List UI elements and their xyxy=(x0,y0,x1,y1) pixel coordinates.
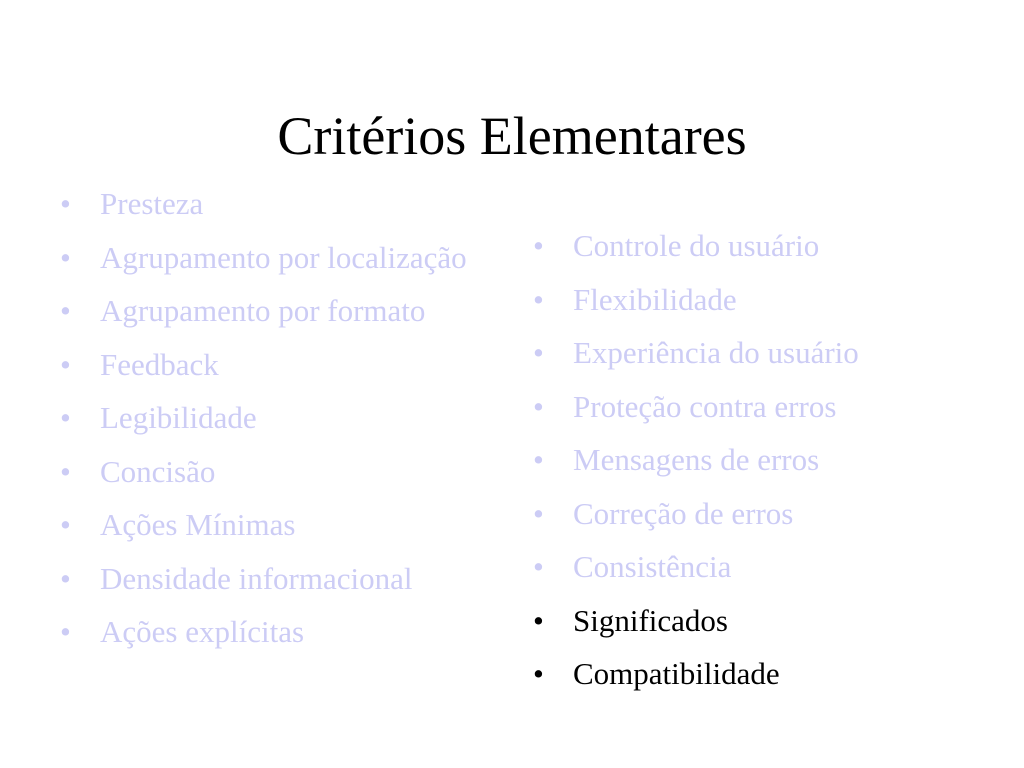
bullet-icon: • xyxy=(533,228,544,263)
bullet-icon: • xyxy=(533,495,544,531)
list-item xyxy=(60,614,500,650)
list-item xyxy=(533,496,953,532)
list-item-label: Significados xyxy=(573,602,728,638)
list-item xyxy=(60,507,500,543)
list-item-label: Mensagens de erros xyxy=(573,442,820,477)
list-item-label: Agrupamento por localização xyxy=(100,239,467,275)
list-item-label: Concisão xyxy=(100,453,216,489)
bullet-icon: • xyxy=(60,346,71,382)
list-item xyxy=(533,228,953,264)
bullet-icon: • xyxy=(60,614,71,649)
list-item xyxy=(60,240,500,276)
bullet-icon: • xyxy=(533,388,544,424)
list-item xyxy=(533,389,953,425)
list-item-label: Consistência xyxy=(573,549,732,584)
list-item-label: Presteza xyxy=(100,186,204,221)
right-criteria-list xyxy=(533,228,953,710)
slide-title: Critérios Elementares xyxy=(277,106,747,166)
list-item-label: Densidade informacional xyxy=(100,560,413,596)
list-item-label: Agrupamento por formato xyxy=(100,293,426,328)
list-item-label: Ações Mínimas xyxy=(100,507,296,542)
bullet-icon: • xyxy=(60,507,71,542)
list-item xyxy=(533,603,953,639)
list-item-label: Feedback xyxy=(100,346,219,382)
list-item xyxy=(533,656,953,692)
bullet-icon: • xyxy=(60,239,71,275)
list-item-label: Legibilidade xyxy=(100,400,257,435)
bullet-icon: • xyxy=(60,560,71,596)
list-item xyxy=(533,549,953,585)
list-item xyxy=(60,454,500,490)
left-criteria-list xyxy=(60,186,500,668)
bullet-icon: • xyxy=(533,335,544,370)
list-item-label: Correção de erros xyxy=(573,495,794,531)
list-item-label: Proteção contra erros xyxy=(573,388,837,424)
bullet-icon: • xyxy=(60,293,71,328)
bullet-icon: • xyxy=(60,400,71,435)
list-item xyxy=(60,347,500,383)
list-item xyxy=(533,335,953,371)
list-item xyxy=(533,282,953,318)
list-item-label: Compatibilidade xyxy=(573,656,780,691)
list-item xyxy=(533,442,953,478)
list-item-label: Controle do usuário xyxy=(573,228,820,263)
bullet-icon: • xyxy=(60,453,71,489)
bullet-icon: • xyxy=(533,549,544,584)
bullet-icon: • xyxy=(533,656,544,691)
list-item xyxy=(60,400,500,436)
bullet-icon: • xyxy=(533,602,544,638)
bullet-icon: • xyxy=(533,442,544,477)
bullet-icon: • xyxy=(60,186,71,221)
list-item xyxy=(60,186,500,222)
bullet-icon: • xyxy=(533,281,544,317)
list-item xyxy=(60,561,500,597)
list-item-label: Flexibilidade xyxy=(573,281,737,317)
list-item-label: Experiência do usuário xyxy=(573,335,859,370)
list-item xyxy=(60,293,500,329)
list-item-label: Ações explícitas xyxy=(100,614,305,649)
